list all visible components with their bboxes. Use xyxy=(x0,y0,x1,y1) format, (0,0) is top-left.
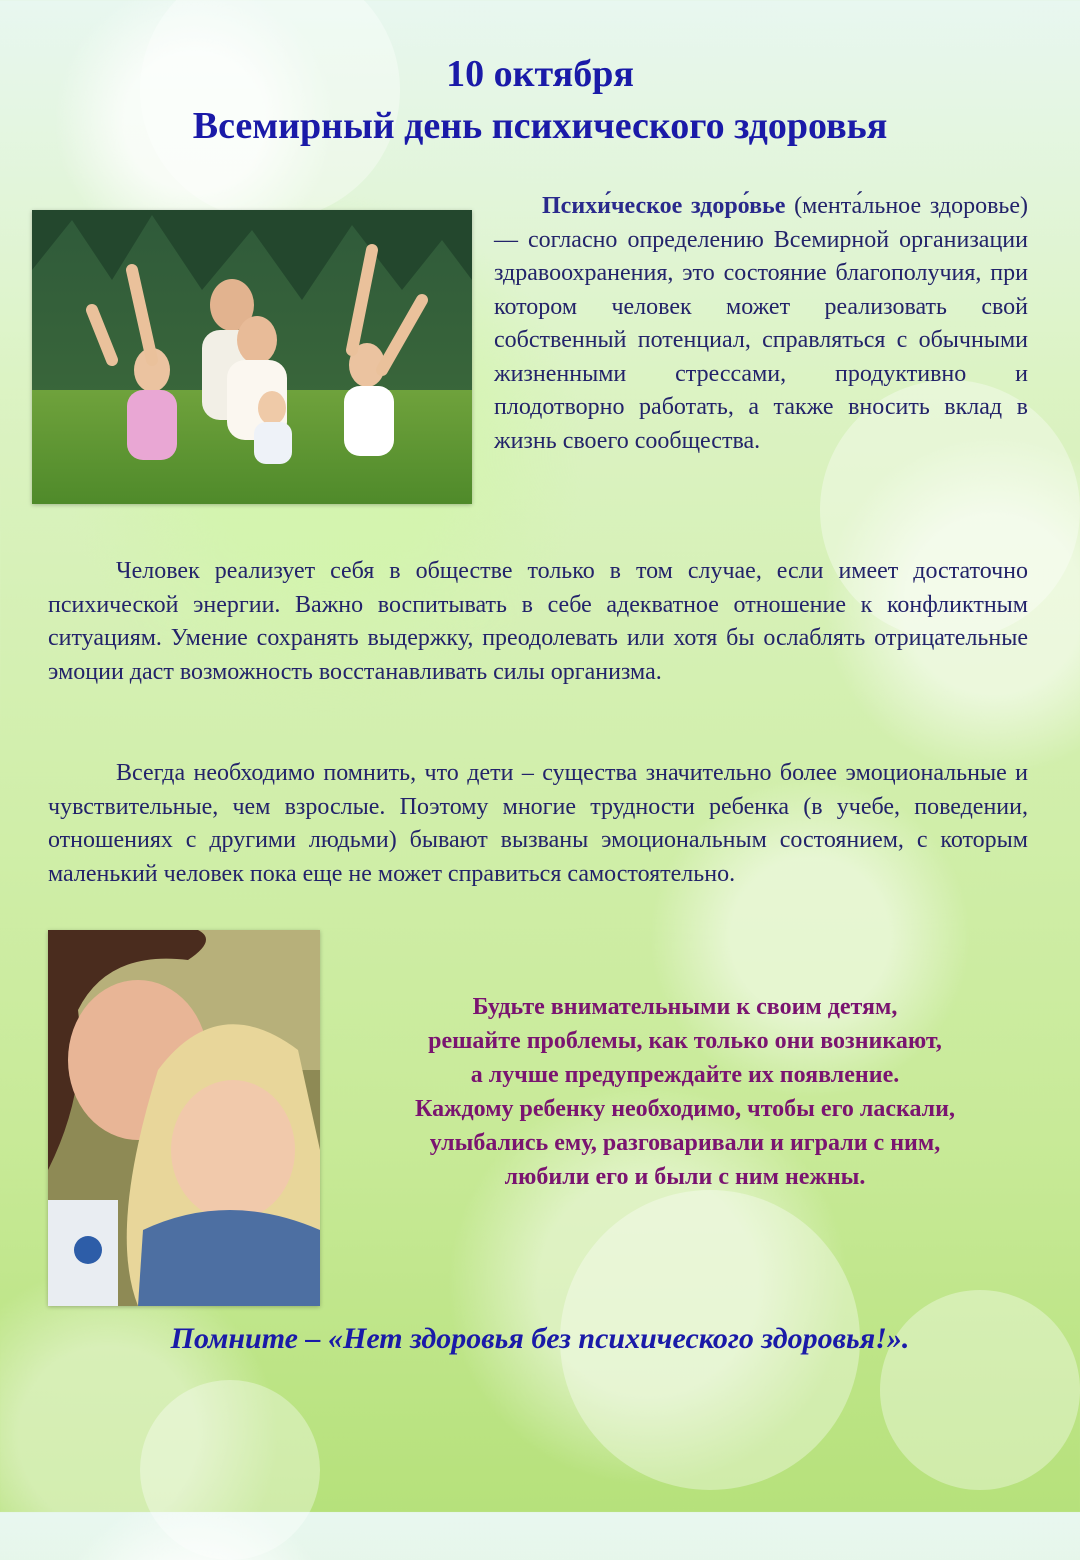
paragraph-energy: Человек реализует себя в обществе только в том случае, если имеет достаточно психической энергии. Важно воспитывать в себе адекватное отношение к конфликтным ситуациям. Умение сохранять выдержку, преодолевать или хотя бы ослаблять отрицательные эмоции даст возможность восстанавливать силы организма. xyxy=(48,558,1028,685)
advice-line: любили его и были с ним нежны. xyxy=(504,1164,866,1190)
family-photo xyxy=(32,210,472,504)
motto: Помните – «Нет здоровья без психического здоровья!». xyxy=(170,1322,910,1355)
intro-definition xyxy=(494,190,1028,458)
intro-text: (мента́льное здоровье) — согласно определению Всемирной организации здравоохранения, это состояние благополучия, при котором человек может реализовать свой собственный потенциал, справляться с обычными жизненными стрессами, продуктивно и плодотворно работать, а также вносить вклад в жизнь своего сообщества. xyxy=(494,193,1028,454)
paragraph-children: Всегда необходимо помнить, что дети – существа значительно более эмоциональные и чувствительные, чем взрослые. Поэтому многие трудности ребенка (в учебе, поведении, отношениях с другими людьми) бывают вызваны эмоциональным состоянием, с которым маленький человек пока еще не может справиться самостоятельно. xyxy=(48,760,1028,887)
advice-line: решайте проблемы, как только они возникают, xyxy=(428,1028,942,1054)
intro-term: Психи́ческое здоро́вье xyxy=(542,193,786,219)
page-title: Всемирный день психического здоровья xyxy=(192,105,888,147)
advice-line: а лучше предупреждайте их появление. xyxy=(470,1062,900,1088)
date-heading: 10 октября xyxy=(446,53,634,95)
advice-block xyxy=(340,990,1030,1194)
advice-line: Каждому ребенку необходимо, чтобы его ласкали, xyxy=(415,1096,955,1122)
mother-child-photo xyxy=(48,930,320,1306)
advice-line: улыбались ему, разговаривали и играли с ним, xyxy=(429,1130,941,1156)
advice-line: Будьте внимательными к своим детям, xyxy=(472,994,898,1020)
